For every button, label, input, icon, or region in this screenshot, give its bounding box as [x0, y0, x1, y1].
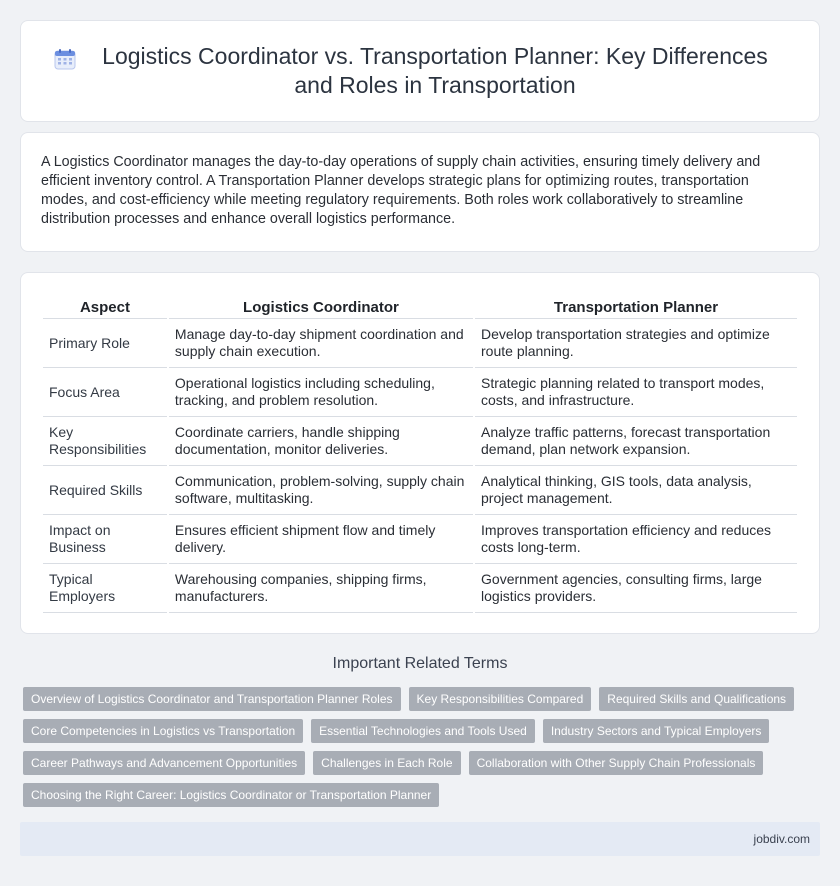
page-title: Logistics Coordinator vs. Transportation Planner: Key Differences and Roles in Transportation: [102, 43, 768, 98]
table-cell: Warehousing companies, shipping firms, manufacturers.: [169, 564, 473, 613]
footer: [20, 822, 820, 856]
table-cell: Communication, problem-solving, supply chain software, multitasking.: [169, 466, 473, 515]
table-row: [43, 319, 797, 368]
footer-site-link[interactable]: jobdiv.com: [753, 832, 810, 846]
related-terms-heading: Important Related Terms: [332, 655, 508, 672]
calendar-icon: [53, 47, 77, 71]
table-row: [43, 564, 797, 613]
table-cell: Coordinate carriers, handle shipping documentation, monitor deliveries.: [169, 417, 473, 466]
table-cell: Government agencies, consulting firms, large logistics providers.: [475, 564, 797, 613]
header-card: [20, 20, 820, 122]
table-row: [43, 515, 797, 564]
table-cell-aspect: Primary Role: [43, 319, 167, 368]
column-header-aspect: Aspect: [43, 293, 167, 319]
related-term-tag[interactable]: Industry Sectors and Typical Employers: [543, 719, 770, 743]
table-cell: Ensures efficient shipment flow and timely delivery.: [169, 515, 473, 564]
table-cell: Develop transportation strategies and optimize route planning.: [475, 319, 797, 368]
table-row: [43, 417, 797, 466]
column-header-transportation-planner: Transportation Planner: [475, 293, 797, 319]
related-term-tag[interactable]: Choosing the Right Career: Logistics Coordinator or Transportation Planner: [23, 783, 439, 807]
table-cell: Improves transportation efficiency and reduces costs long-term.: [475, 515, 797, 564]
comparison-table-card: [20, 272, 820, 634]
table-header-row: [43, 293, 797, 319]
table-cell: Analytical thinking, GIS tools, data analysis, project management.: [475, 466, 797, 515]
related-term-tag[interactable]: Challenges in Each Role: [313, 751, 460, 775]
table-cell-aspect: Focus Area: [43, 368, 167, 417]
table-row: [43, 466, 797, 515]
related-term-tag[interactable]: Collaboration with Other Supply Chain Professionals: [469, 751, 764, 775]
related-term-tag[interactable]: Essential Technologies and Tools Used: [311, 719, 535, 743]
related-terms-list: [23, 687, 823, 807]
related-term-tag[interactable]: Key Responsibilities Compared: [409, 687, 592, 711]
table-cell-aspect: Impact on Business: [43, 515, 167, 564]
intro-card: [20, 132, 820, 252]
related-term-tag[interactable]: Core Competencies in Logistics vs Transportation: [23, 719, 303, 743]
table-cell-aspect: Required Skills: [43, 466, 167, 515]
related-term-tag[interactable]: Required Skills and Qualifications: [599, 687, 794, 711]
table-cell: Strategic planning related to transport modes, costs, and infrastructure.: [475, 368, 797, 417]
related-term-tag[interactable]: Overview of Logistics Coordinator and Transportation Planner Roles: [23, 687, 401, 711]
table-cell-aspect: Key Responsibilities: [43, 417, 167, 466]
table-row: [43, 368, 797, 417]
table-cell: Manage day-to-day shipment coordination and supply chain execution.: [169, 319, 473, 368]
table-cell: Analyze traffic patterns, forecast transportation demand, plan network expansion.: [475, 417, 797, 466]
comparison-table: [41, 293, 799, 613]
related-term-tag[interactable]: Career Pathways and Advancement Opportunities: [23, 751, 305, 775]
table-cell: Operational logistics including scheduling, tracking, and problem resolution.: [169, 368, 473, 417]
column-header-logistics-coordinator: Logistics Coordinator: [169, 293, 473, 319]
intro-paragraph: A Logistics Coordinator manages the day-to-day operations of supply chain activities, ensuring timely delivery and efficient inventory control. A Transportation Planner develops strategic plans for optimizing routes, transportation modes, and cost-efficiency while meeting regulatory requirements. Both roles work collaboratively to streamline distribution processes and enhance overall logistics performance.: [41, 154, 761, 227]
table-cell-aspect: Typical Employers: [43, 564, 167, 613]
